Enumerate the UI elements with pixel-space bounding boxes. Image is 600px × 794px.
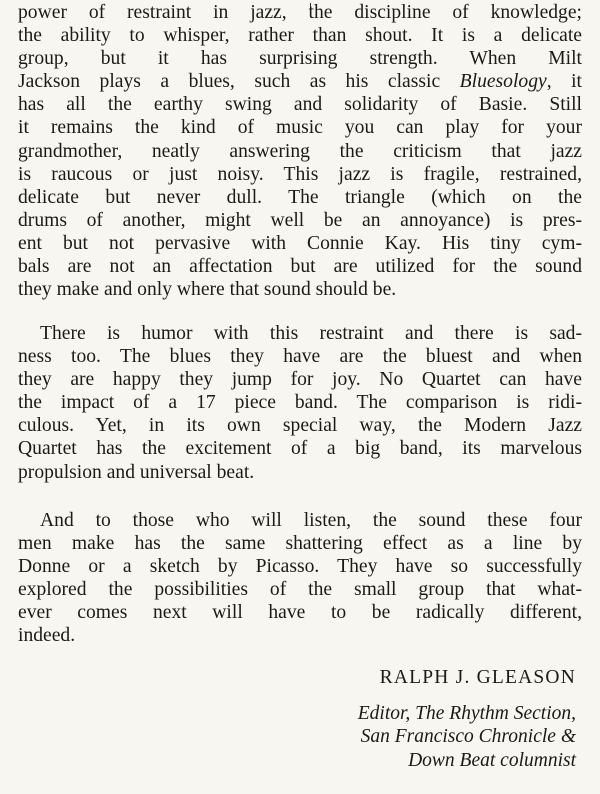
text-segment: Jackson plays a blues, such as his classic (18, 71, 460, 93)
text-line: propulsion and universal beat. (18, 461, 255, 483)
text-line: drums of another, might well be an annoyance) is pres- (18, 209, 582, 231)
paragraph-3 (18, 509, 582, 648)
document-page (18, 0, 582, 794)
credit-line: San Francisco Chronicle & (360, 726, 576, 748)
text-line: indeed. (18, 625, 76, 647)
text-line: power of restraint in jazz, the discipline of knowledge; (18, 2, 582, 23)
paragraph-1 (18, 1, 582, 301)
author-signature: RALPH J. GLEASON (379, 667, 576, 688)
text-line: the impact of a 17 piece band. The comparison is ridi- (18, 392, 582, 414)
text-line: the ability to whisper, rather than shout. It is a delicate (18, 25, 582, 47)
text-line: ness too. The blues they have are the bluest and when (18, 346, 582, 368)
text-line: ent but not pervasive with Connie Kay. His tiny cym- (18, 232, 582, 254)
text-line: ever comes next will have to be radically different, (18, 602, 582, 624)
author-credit (358, 702, 576, 772)
text-line: has all the earthy swing and solidarity of Basie. Still (18, 94, 582, 116)
text-line: culous. Yet, in its own special way, the Modern Jazz (18, 415, 582, 437)
credit-line: Editor, The Rhythm Section, (357, 703, 576, 724)
credit-line: Down Beat columnist (408, 749, 576, 771)
text-line: explored the possibilities of the small group that what- (18, 579, 582, 601)
paragraph-2 (18, 322, 582, 484)
text-line: bals are not an affectation but are utilized for the sound (18, 256, 582, 278)
text-line: Quartet has the excitement of a big band, its marvelous (18, 438, 582, 460)
text-segment: , it (546, 71, 583, 93)
text-line: it remains the kind of music you can play for your (18, 117, 582, 139)
text-line: men make has the same shattering effect as a line by (18, 533, 582, 555)
text-line: Donne or a sketch by Picasso. They have so successfully (18, 556, 582, 578)
song-title: Bluesology (459, 71, 547, 93)
text-line: they are happy they jump for joy. No Quartet can have (18, 369, 582, 391)
text-line: And to those who will listen, the sound these four (40, 510, 582, 531)
text-line: grandmother, neatly answering the criticism that jazz (18, 140, 582, 162)
text-line (18, 70, 582, 93)
text-line: they make and only where that sound should be. (18, 279, 397, 301)
text-line: is raucous or just noisy. This jazz is fragile, restrained, (18, 163, 582, 185)
text-line: group, but it has surprising strength. When Milt (18, 48, 582, 70)
text-line: delicate but never dull. The triangle (which on the (18, 186, 582, 208)
text-line: There is humor with this restraint and there is sad- (40, 323, 582, 344)
